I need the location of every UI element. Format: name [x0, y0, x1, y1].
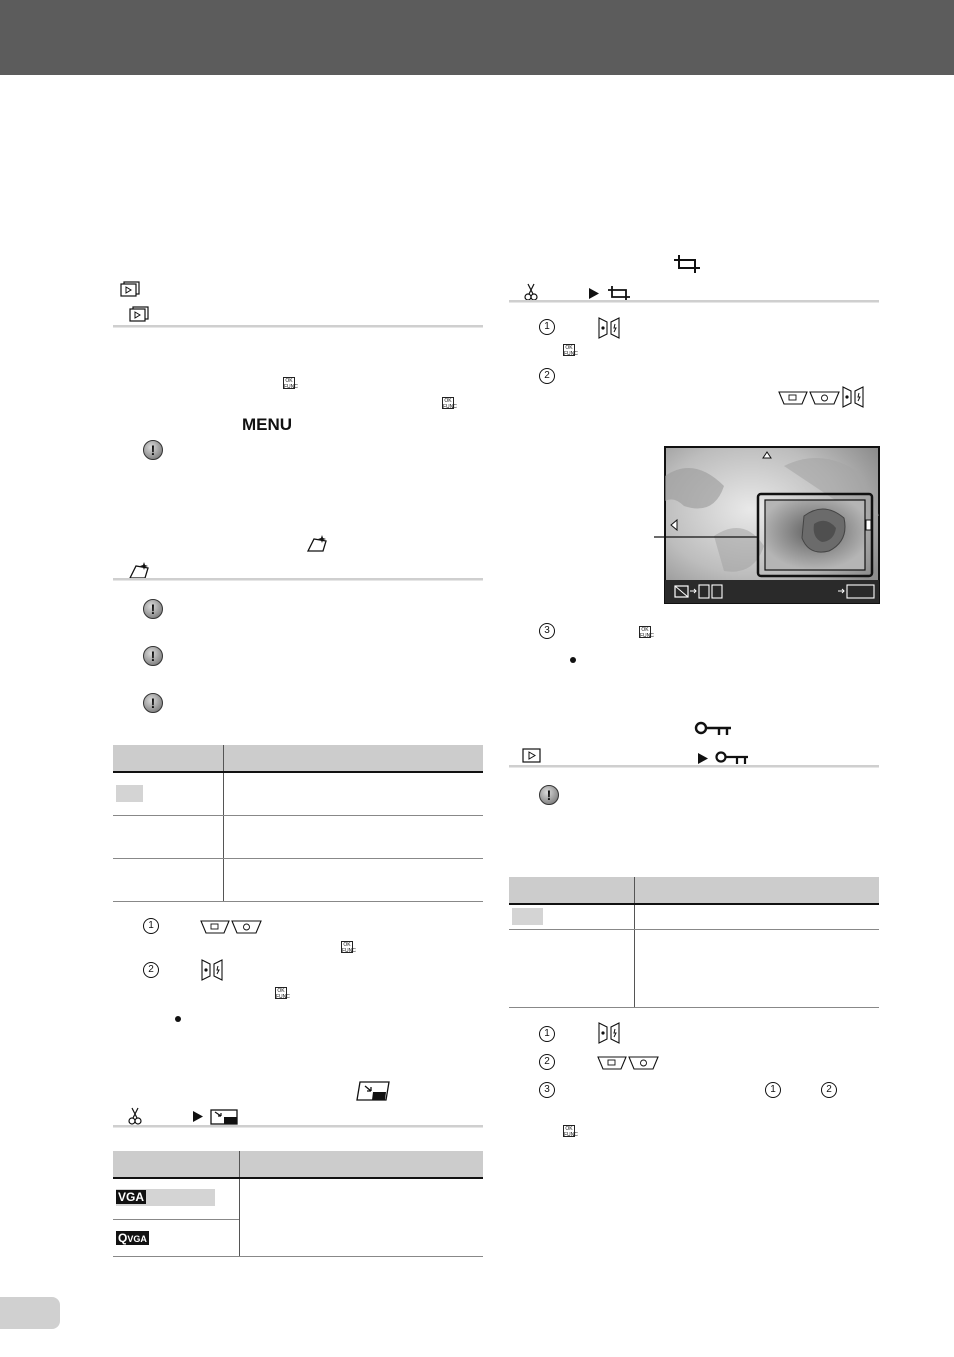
ok-func-icon: OK FUNC [640, 627, 654, 639]
table-line [113, 771, 483, 773]
table-line [113, 815, 483, 816]
section-rule [113, 1125, 483, 1128]
step-number: 2 [821, 1082, 837, 1098]
step-number: 1 [539, 1026, 555, 1042]
trim-icon [673, 254, 701, 274]
exposure-self-timer-icon [200, 920, 262, 934]
caution-icon: ! [539, 785, 559, 805]
album-icon [118, 281, 142, 299]
ok-func-icon: OK FUNC [443, 398, 457, 410]
camera-screen-illustration [654, 446, 880, 604]
bullet [175, 1016, 181, 1022]
step-number: 2 [539, 368, 555, 384]
caution-icon: ! [143, 646, 163, 666]
macro-flash-icon [842, 386, 864, 408]
key-icon [694, 721, 732, 737]
selected-cell-marker [512, 908, 543, 925]
step-number: 2 [143, 962, 159, 978]
arrow-right-icon [588, 287, 600, 300]
step-number: 1 [143, 918, 159, 934]
page-number-tab [0, 1297, 60, 1329]
vga-badge: VGA [118, 1190, 145, 1204]
table-line [113, 858, 483, 859]
album-icon [127, 306, 151, 324]
exposure-self-timer-icon [597, 1056, 659, 1070]
table-header [113, 745, 483, 772]
section-rule [113, 578, 483, 581]
caution-icon: ! [143, 693, 163, 713]
resize-icon [210, 1109, 238, 1125]
table-divider [239, 1151, 240, 1257]
caution-icon: ! [143, 599, 163, 619]
macro-flash-icon [201, 959, 223, 981]
ok-func-icon: OK FUNC [564, 1126, 578, 1138]
step-number: 2 [539, 1054, 555, 1070]
macro-flash-icon [598, 317, 620, 339]
table-line [113, 1219, 239, 1220]
table-line [509, 929, 879, 930]
sparkle-icon [305, 533, 331, 555]
selected-cell-marker [116, 785, 143, 802]
scissors-icon [127, 1107, 143, 1125]
key-icon [715, 751, 749, 765]
ok-func-icon: OK FUNC [284, 378, 298, 390]
resize-icon [356, 1081, 390, 1101]
macro-flash-icon [598, 1022, 620, 1044]
caution-icon: ! [143, 440, 163, 460]
bullet [570, 657, 576, 663]
table-line [509, 1007, 879, 1008]
playback-icon [522, 748, 542, 764]
step-number: 3 [539, 1082, 555, 1098]
ok-func-icon: OK FUNC [564, 345, 578, 357]
table-header [113, 1151, 483, 1178]
table-header [509, 877, 879, 904]
table-line [113, 901, 483, 902]
step-number: 3 [539, 623, 555, 639]
step-number: 1 [765, 1082, 781, 1098]
arrow-right-icon [192, 1110, 204, 1123]
table-divider [634, 877, 635, 1008]
section-rule [113, 325, 483, 328]
qvga-badge: QVGA [118, 1231, 147, 1245]
table-line [113, 1177, 483, 1179]
exposure-self-timer-icon [778, 391, 840, 405]
scissors-icon [523, 283, 539, 301]
ok-func-icon: OK FUNC [276, 988, 290, 1000]
arrow-right-icon [697, 752, 709, 765]
table-divider [223, 745, 224, 902]
step-number: 1 [539, 319, 555, 335]
section-rule [509, 765, 879, 768]
table-line [509, 903, 879, 905]
ok-func-icon: OK FUNC [342, 942, 356, 954]
table-line [113, 1256, 483, 1257]
section-rule [509, 300, 879, 303]
header-bar [0, 0, 954, 75]
menu-button-label: MENU [242, 415, 293, 434]
